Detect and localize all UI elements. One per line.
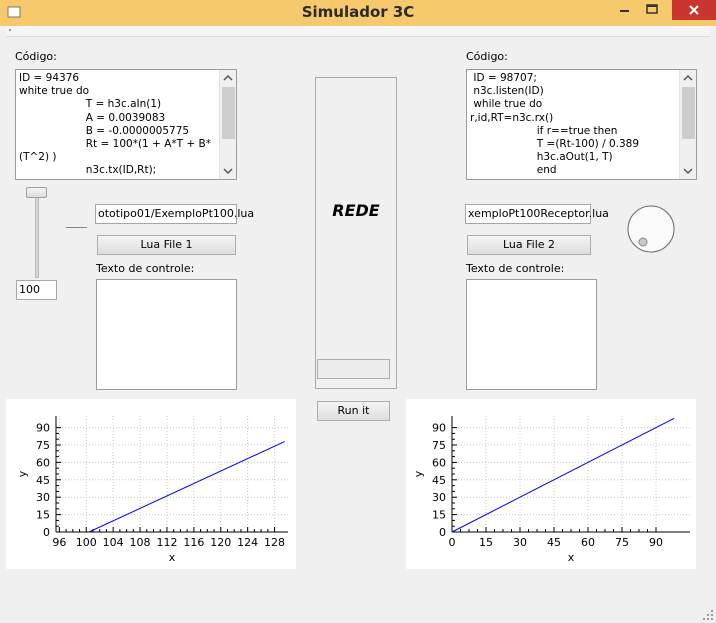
scroll-up-icon[interactable]	[680, 70, 696, 86]
x-tick-label: 15	[479, 536, 493, 549]
y-tick-label: 45	[432, 473, 446, 487]
window-title: Simulador 3C	[301, 3, 415, 21]
x-tick-label: 60	[581, 536, 595, 549]
x-tick-label: 108	[129, 536, 151, 549]
y-tick-label: 0	[43, 526, 50, 539]
y-tick-label: 45	[36, 473, 50, 487]
y-axis-label: y	[16, 470, 29, 478]
left-code-label: Código:	[15, 50, 57, 63]
maximize-icon[interactable]	[638, 0, 665, 20]
scroll-down-icon[interactable]	[680, 163, 696, 179]
y-tick-label: 60	[432, 456, 446, 470]
y-tick-label: 75	[432, 439, 446, 452]
left-file-path-field[interactable]: ototipo01/ExemploPt100.lua	[95, 204, 237, 224]
right-control-textbox[interactable]	[466, 279, 597, 390]
x-tick-label: 45	[547, 536, 561, 549]
y-tick-label: 30	[432, 491, 446, 505]
series-line	[89, 442, 285, 532]
x-tick-label: 96	[52, 536, 67, 549]
x-tick-label: 100	[75, 536, 97, 549]
left-control-label: Texto de controle:	[96, 262, 195, 275]
right-file-path-field[interactable]: xemploPt100Receptor.lua	[465, 204, 591, 224]
resize-grip-icon[interactable]	[703, 610, 713, 620]
network-panel	[315, 77, 397, 389]
network-label: REDE	[332, 201, 380, 220]
title-bar[interactable]	[0, 0, 716, 26]
vertical-slider-groove[interactable]	[35, 196, 39, 278]
scroll-up-icon[interactable]	[220, 70, 236, 86]
lua-file-1-button[interactable]: Lua File 1	[97, 235, 236, 255]
right-code-scrollbar[interactable]	[679, 70, 696, 179]
x-axis-label: x	[168, 551, 176, 564]
x-axis-label: x	[567, 551, 575, 564]
x-tick-label: 90	[649, 536, 663, 549]
scroll-thumb[interactable]	[682, 87, 695, 139]
right-plot	[406, 399, 696, 569]
y-tick-label: 15	[36, 508, 50, 522]
x-tick-label: 112	[156, 536, 178, 549]
x-tick-label: 0	[448, 536, 456, 549]
x-tick-label: 30	[513, 536, 527, 549]
right-code-editor[interactable]	[466, 69, 697, 180]
minimize-icon[interactable]	[611, 0, 638, 20]
left-control-textbox[interactable]	[96, 279, 237, 390]
left-code-scrollbar[interactable]	[219, 70, 236, 179]
y-tick-label: 90	[36, 421, 50, 435]
right-control-label: Texto de controle:	[466, 262, 565, 275]
y-tick-label: 75	[36, 439, 50, 452]
scroll-down-icon[interactable]	[220, 163, 236, 179]
left-code-editor[interactable]	[15, 69, 237, 180]
x-tick-label: 128	[264, 536, 286, 549]
run-button[interactable]: Run it	[317, 401, 390, 421]
left-code-text[interactable]: ID = 94376 white true do T = h3c.aIn(1) A = 0.0039083 B = -0.0000005775 Rt = 100*(1 + A*T + B*(T^2) ) n3c.tx(ID,Rt);	[19, 72, 211, 177]
x-tick-label: 120	[210, 536, 232, 549]
right-code-label: Código:	[466, 50, 508, 63]
vertical-slider-handle[interactable]	[26, 187, 47, 198]
x-tick-label: 75	[615, 536, 629, 549]
network-progress	[317, 359, 390, 379]
right-code-text[interactable]: ID = 98707; n3c.listen(ID) while true do r,id,RT=n3c.rx() if r==true then T =(Rt-100) / 0.389 h3c.aOut(1, T) end	[470, 72, 640, 177]
left-plot-svg	[6, 399, 296, 569]
toolbar-strip	[6, 26, 710, 37]
y-axis-label: y	[412, 470, 425, 478]
scroll-thumb[interactable]	[222, 87, 235, 139]
y-tick-label: 15	[432, 508, 446, 522]
slider-divider	[66, 227, 87, 228]
x-tick-label: 104	[102, 536, 124, 549]
dial-knob[interactable]	[627, 205, 675, 253]
toolbar-grip[interactable]	[9, 29, 11, 31]
left-plot	[6, 399, 296, 569]
close-icon[interactable]	[672, 0, 716, 20]
x-tick-label: 124	[237, 536, 259, 549]
slider-value-field[interactable]: 100	[16, 280, 57, 300]
lua-file-2-button[interactable]: Lua File 2	[467, 235, 591, 255]
right-plot-svg	[406, 399, 696, 569]
y-tick-label: 30	[36, 491, 50, 505]
y-tick-label: 60	[36, 456, 50, 470]
y-tick-label: 0	[439, 526, 446, 539]
y-tick-label: 90	[432, 421, 446, 435]
x-tick-label: 116	[183, 536, 205, 549]
